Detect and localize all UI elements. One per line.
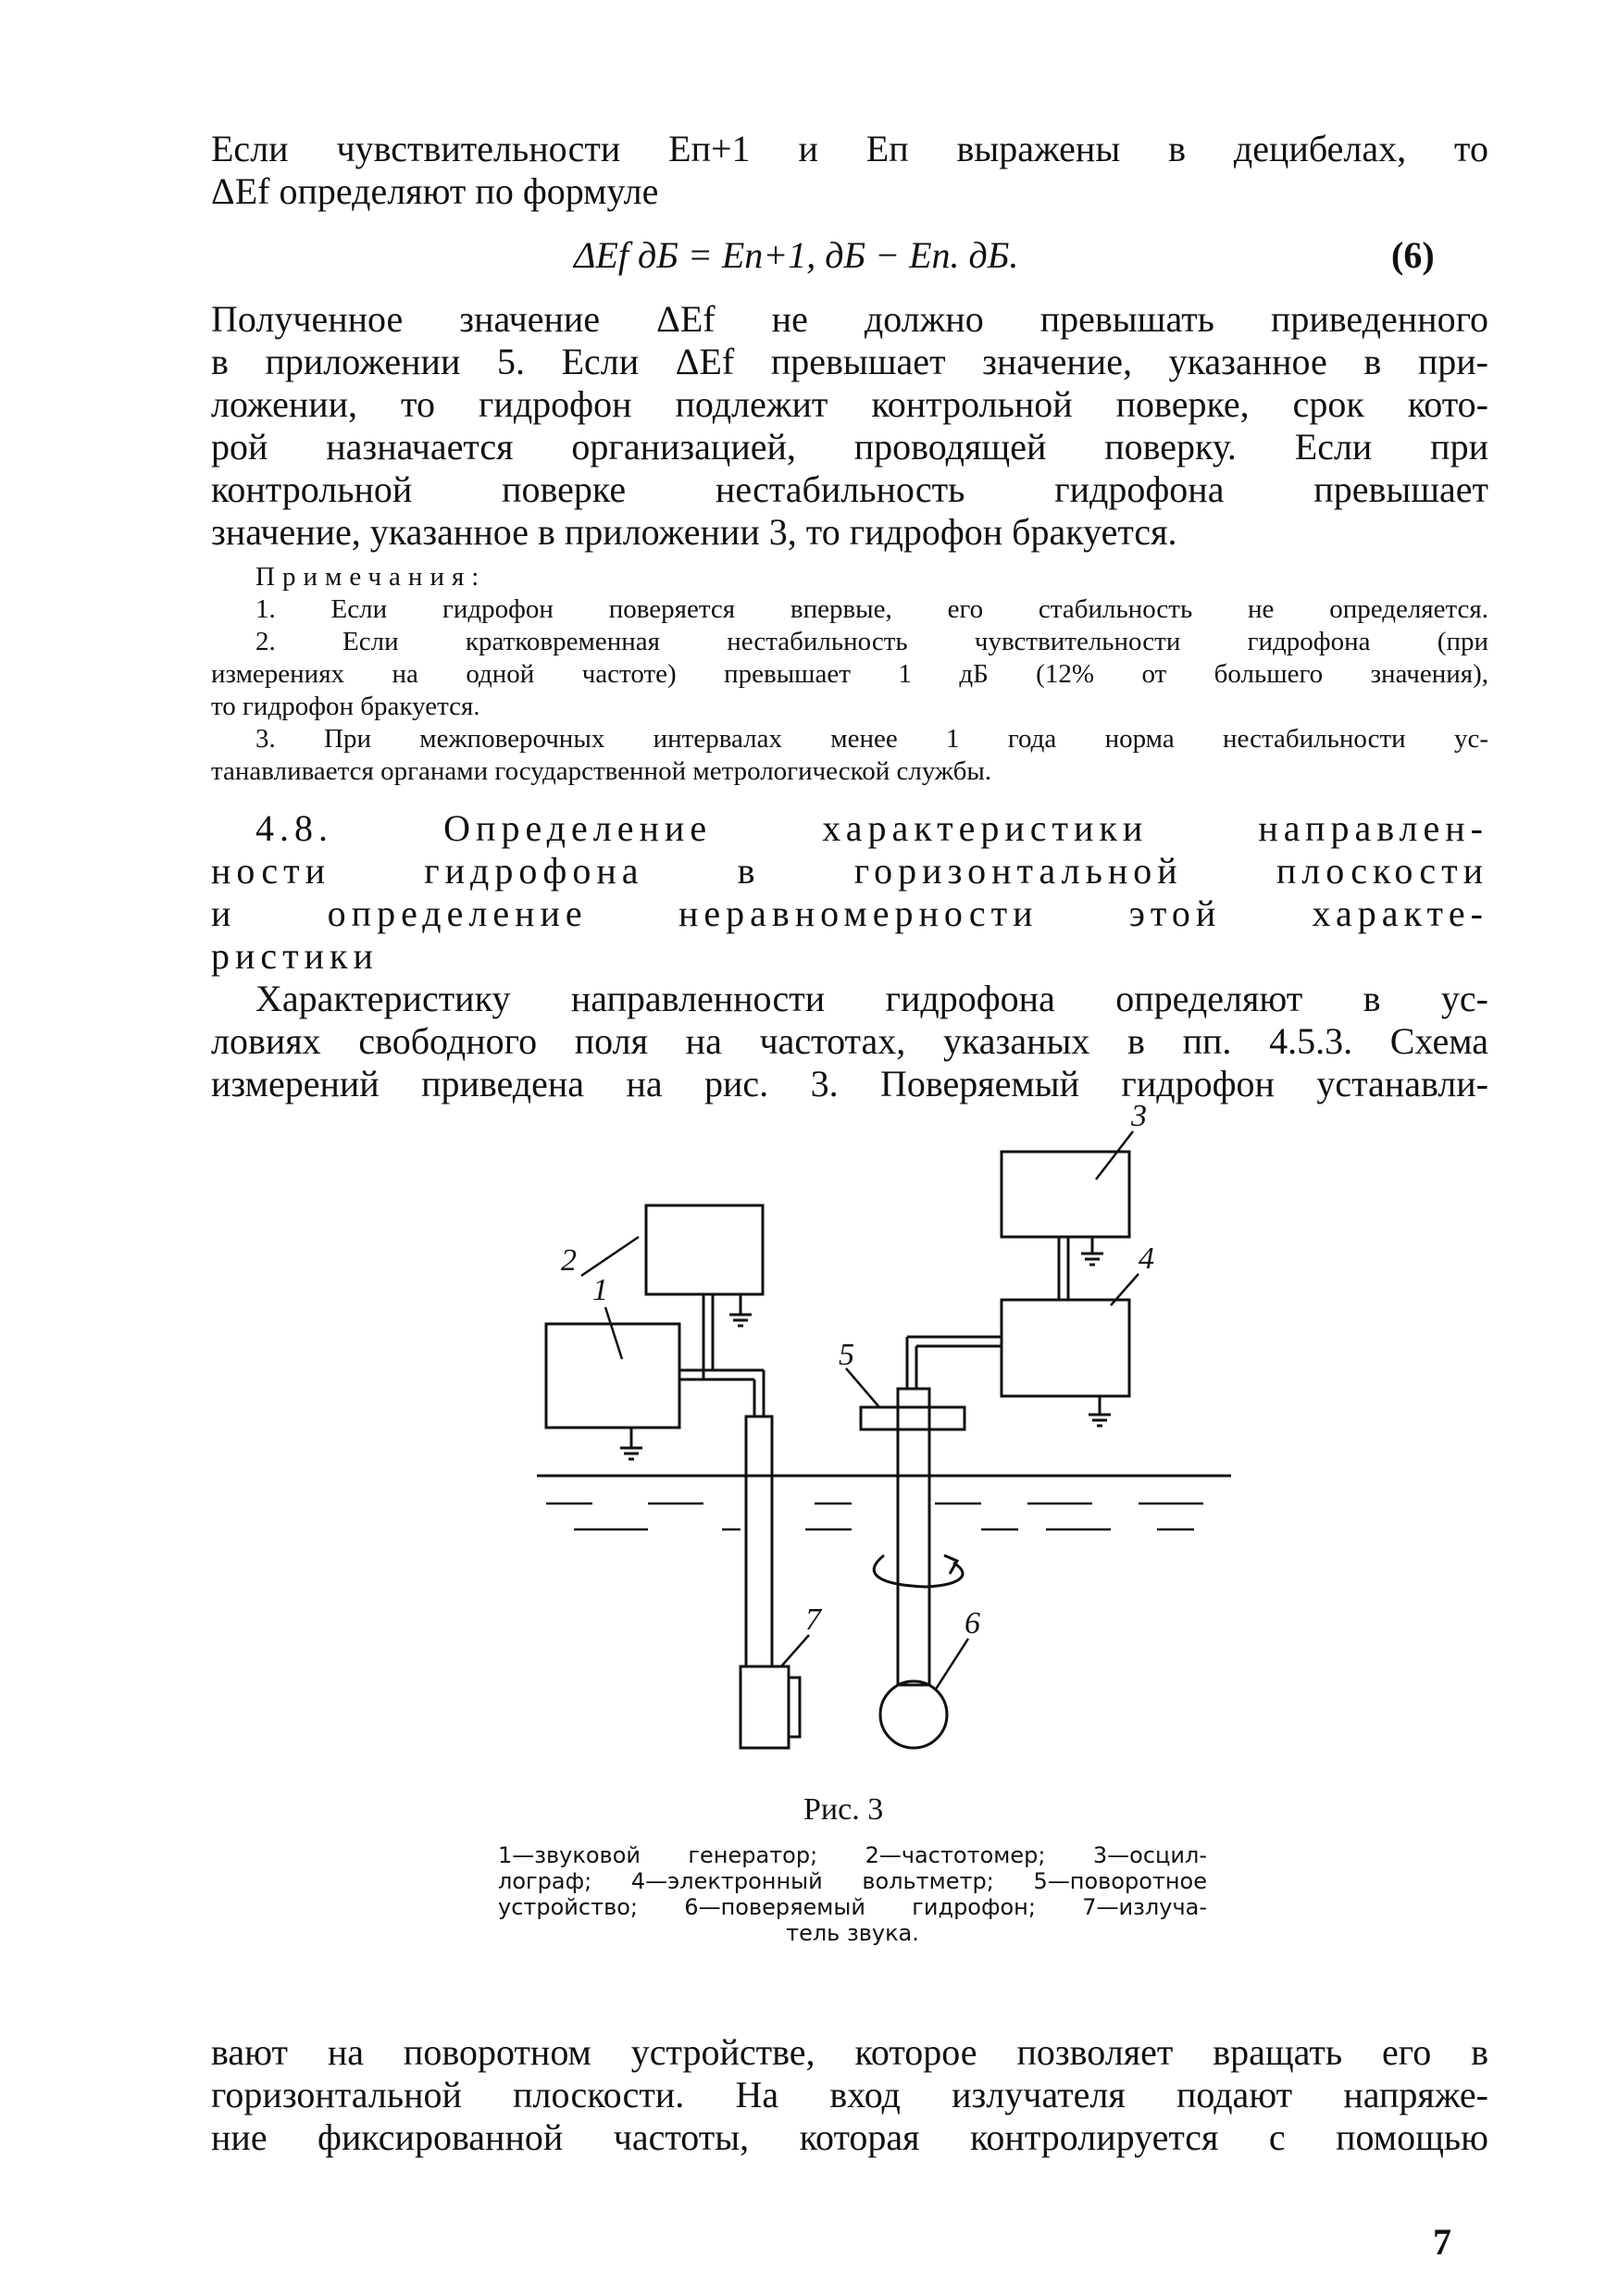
heading-line: ристики xyxy=(211,935,379,977)
text-line: в приложении 5. Если ΔEf превышает значение, указанное в при- xyxy=(211,341,1488,382)
text-line: рой назначается организацией, проводящей поверку. Если при xyxy=(211,426,1488,468)
note-line: измерениях на одной частоте) превышает 1 дБ (12% от большего значения), xyxy=(211,659,1488,689)
heading-line: и определение неравномерности этой характе- xyxy=(211,892,1488,934)
text-line: ложении, то гидрофон подлежит контрольной поверке, срок кото- xyxy=(211,383,1488,425)
voltmeter-box xyxy=(1002,1300,1129,1396)
caption-line: устройство; 6—поверяемый гидрофон; 7—излуча- xyxy=(498,1894,1207,1920)
note-line: 3. При межповерочных интервалах менее 1 года норма нестабильности ус- xyxy=(255,724,1488,754)
hydrophone-ball xyxy=(880,1681,947,1748)
notes-heading: Примечания: xyxy=(255,562,487,592)
label-5: 5 xyxy=(839,1338,854,1372)
hydrophone-rod xyxy=(898,1389,929,1685)
text-line: Характеристику направленности гидрофона определяют в ус- xyxy=(255,978,1488,1019)
text-line: значение, указанное в приложении 3, то гидрофон бракуется. xyxy=(211,511,1177,553)
intro-line: Если чувствительности Eп+1 и Eп выражены в децибелах, то xyxy=(211,128,1488,169)
label-2: 2 xyxy=(561,1243,577,1278)
figure-caption xyxy=(498,1842,1207,1946)
generator-box xyxy=(546,1324,679,1428)
page-number: 7 xyxy=(1433,2221,1451,2263)
text-line: ние фиксированной частоты, которая контролируется с помощью xyxy=(211,2116,1488,2158)
water-dashes xyxy=(546,1504,1203,1529)
ground-symbols xyxy=(620,1237,1111,1459)
oscilloscope-box xyxy=(1002,1152,1129,1237)
caption-line: тель звука. xyxy=(786,1920,919,1946)
caption-line: лограф; 4—электронный вольтметр; 5—поворотное xyxy=(498,1868,1207,1894)
emitter-box xyxy=(741,1666,789,1748)
note-line: 2. Если кратковременная нестабильность чувствительности гидрофона (при xyxy=(255,627,1488,656)
text-line: горизонтальной плоскости. На вход излучателя подают напряже- xyxy=(211,2074,1488,2115)
label-6: 6 xyxy=(965,1606,980,1641)
caption-line: 1—звуковой генератор; 2—частотомер; 3—осцил- xyxy=(498,1842,1207,1868)
note-line: танавливается органами государственной метрологической службы. xyxy=(211,756,992,786)
rotation-arrow xyxy=(874,1555,963,1587)
paragraph-continuation xyxy=(211,2031,1488,2159)
emitter-rod xyxy=(746,1416,772,1666)
label-3: 3 xyxy=(1131,1099,1147,1133)
figure-title: Рис. 3 xyxy=(803,1792,884,1827)
text-line: ловиях свободного поля на частотах, указаных в пп. 4.5.3. Схема xyxy=(211,1020,1488,1062)
note-line: то гидрофон бракуется. xyxy=(211,692,480,721)
formula: ΔEf дБ = Eп+1, дБ − Eп. дБ. xyxy=(574,234,1019,276)
heading-line: 4.8. Определение характеристики направлен- xyxy=(255,807,1488,849)
formula-number: (6) xyxy=(1391,234,1435,276)
intro-line: ΔEf определяют по формуле xyxy=(211,170,659,212)
label-4: 4 xyxy=(1139,1242,1154,1276)
rotator-bar xyxy=(861,1407,965,1429)
label-1: 1 xyxy=(592,1273,608,1307)
note-line: 1. Если гидрофон поверяется впервые, его стабильность не определяется. xyxy=(255,594,1488,624)
heading-line: ности гидрофона в горизонтальной плоскости xyxy=(211,850,1488,892)
frequency-meter-box xyxy=(646,1205,763,1294)
text-line: вают на поворотном устройстве, которое позволяет вращать его в xyxy=(211,2031,1488,2073)
text-line: контрольной поверке нестабильность гидрофона превышает xyxy=(211,468,1488,510)
text-line: измерений приведена на рис. 3. Поверяемый гидрофон устанавли- xyxy=(211,1063,1488,1104)
label-7: 7 xyxy=(805,1603,821,1637)
text-line: Полученное значение ΔEf не должно превышать приведенного xyxy=(211,298,1488,340)
